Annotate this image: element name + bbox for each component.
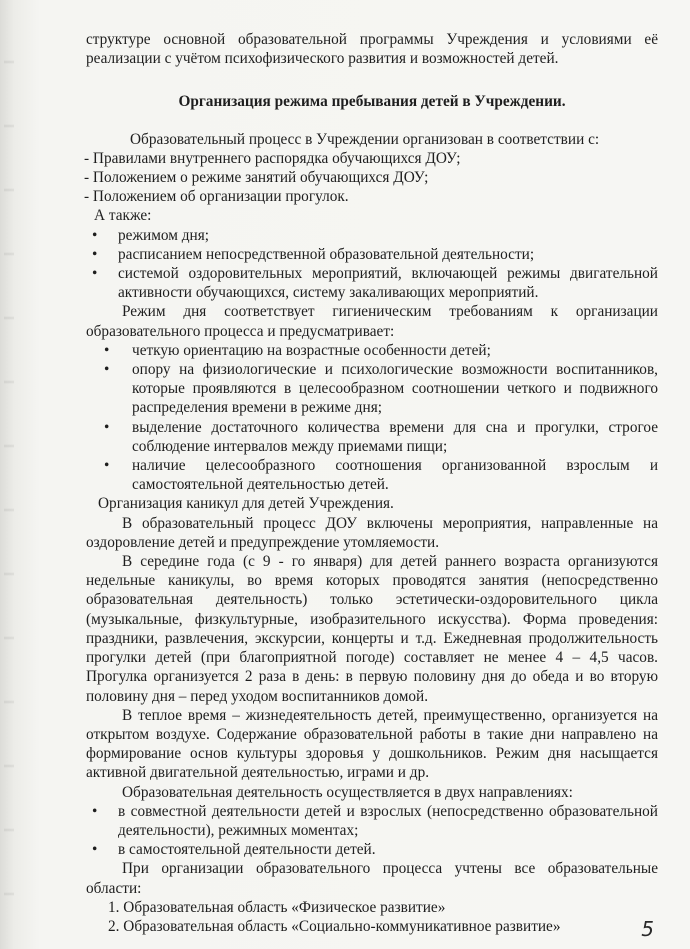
- paragraph-2: Режим дня соответствует гигиеническим требованиям к организации образовательного процесса и предусматривает:: [86, 303, 658, 340]
- intro-paragraph: структуре основной образовательной программы Учреждения и условиями её реализации с учётом психофизического развития и возможностей детей.: [86, 31, 658, 68]
- list-item: • четкую ориентацию на возрастные особенности детей;: [86, 341, 658, 360]
- list-item: • наличие целесообразного соотношения организованной взрослым и самостоятельной деятельностью детей.: [86, 456, 658, 494]
- paragraph-1: Образовательный процесс в Учреждении организован в соответствии с:: [130, 130, 600, 148]
- bullet-list-2: [86, 341, 658, 495]
- page-content: [86, 30, 658, 936]
- list-item: • в совместной деятельности детей и взрослых (непосредственно образовательной деятельности), режимных моментах;: [86, 802, 658, 840]
- dash-item-2: - Положением о режиме занятий обучающихся ДОУ;: [84, 169, 429, 187]
- list-item: • выделение достаточного количества времени для сна и прогулки, строгое соблюдение интервалов между приемами пищи;: [86, 418, 658, 456]
- numbered-list: [86, 898, 658, 936]
- also-label: А также:: [94, 207, 152, 225]
- paragraph-7: Образовательная деятельность осуществляется в двух направлениях:: [122, 783, 573, 801]
- list-item: • режимом дня;: [86, 226, 658, 245]
- paragraph-8: При организации образовательного процесса учтены все образовательные области:: [86, 860, 658, 897]
- list-item: 1. Образовательная область «Физическое развитие»: [108, 898, 446, 916]
- paragraph-3: Организация каникул для детей Учреждения.: [98, 495, 394, 513]
- scan-edge-shadow: [4, 0, 14, 949]
- bullet-list-1: [86, 226, 658, 303]
- list-item: • расписанием непосредственной образовательной деятельности;: [86, 245, 658, 264]
- paragraph-4: В образовательный процесс ДОУ включены мероприятия, направленные на оздоровление детей и предупреждение утомляемости.: [86, 514, 658, 551]
- paragraph-6: В теплое время – жизнедеятельность детей, преимущественно, организуется на открытом воздухе. Содержание образовательной работы в такие дни направлено на формирование основ культуры здоровья у дошкольников. Режим дня насыщается активной двигательной деятельностью, играми и др.: [86, 706, 658, 782]
- dash-item-1: - Правилами внутреннего распорядка обучающихся ДОУ;: [84, 149, 461, 167]
- dash-item-3: - Положением об организации прогулок.: [84, 188, 349, 206]
- bullet-list-3: [86, 802, 658, 860]
- paragraph-5: В середине года (с 9 - го января) для детей раннего возраста организуются недельные каникулы, во время которых проводятся занятия (непосредственно образовательная деятельность) только эстетически-оздоровительного цикла (музыкальные, физкультурные, изобразительного искусства). Форма проведения: праздники, развлечения, экскурсии, концерты и т.д. Ежедневная продолжительность прогулки детей (при благоприятной погоде) составляет не менее 4 – 4,5 часов. Прогулка организуется 2 раза в день: в первую половину дня до обеда и во вторую половину дня – перед уходом воспитанников домой.: [86, 553, 658, 705]
- list-item: • опору на физиологические и психологические возможности воспитанников, которые проявляются в целесообразном соотношении четкого и подвижного распределения времени в режиме дня;: [86, 360, 658, 418]
- list-item: • в самостоятельной деятельности детей.: [86, 840, 658, 859]
- section-title: Организация режима пребывания детей в Учреждении.: [178, 93, 566, 111]
- list-item: • системой оздоровительных мероприятий, включающей режимы двигательной активности обучающихся, систему закаливающих мероприятий.: [86, 264, 658, 302]
- list-item: 2. Образовательная область «Социально-коммуникативное развитие»: [108, 917, 561, 935]
- page-number: 5: [641, 917, 654, 941]
